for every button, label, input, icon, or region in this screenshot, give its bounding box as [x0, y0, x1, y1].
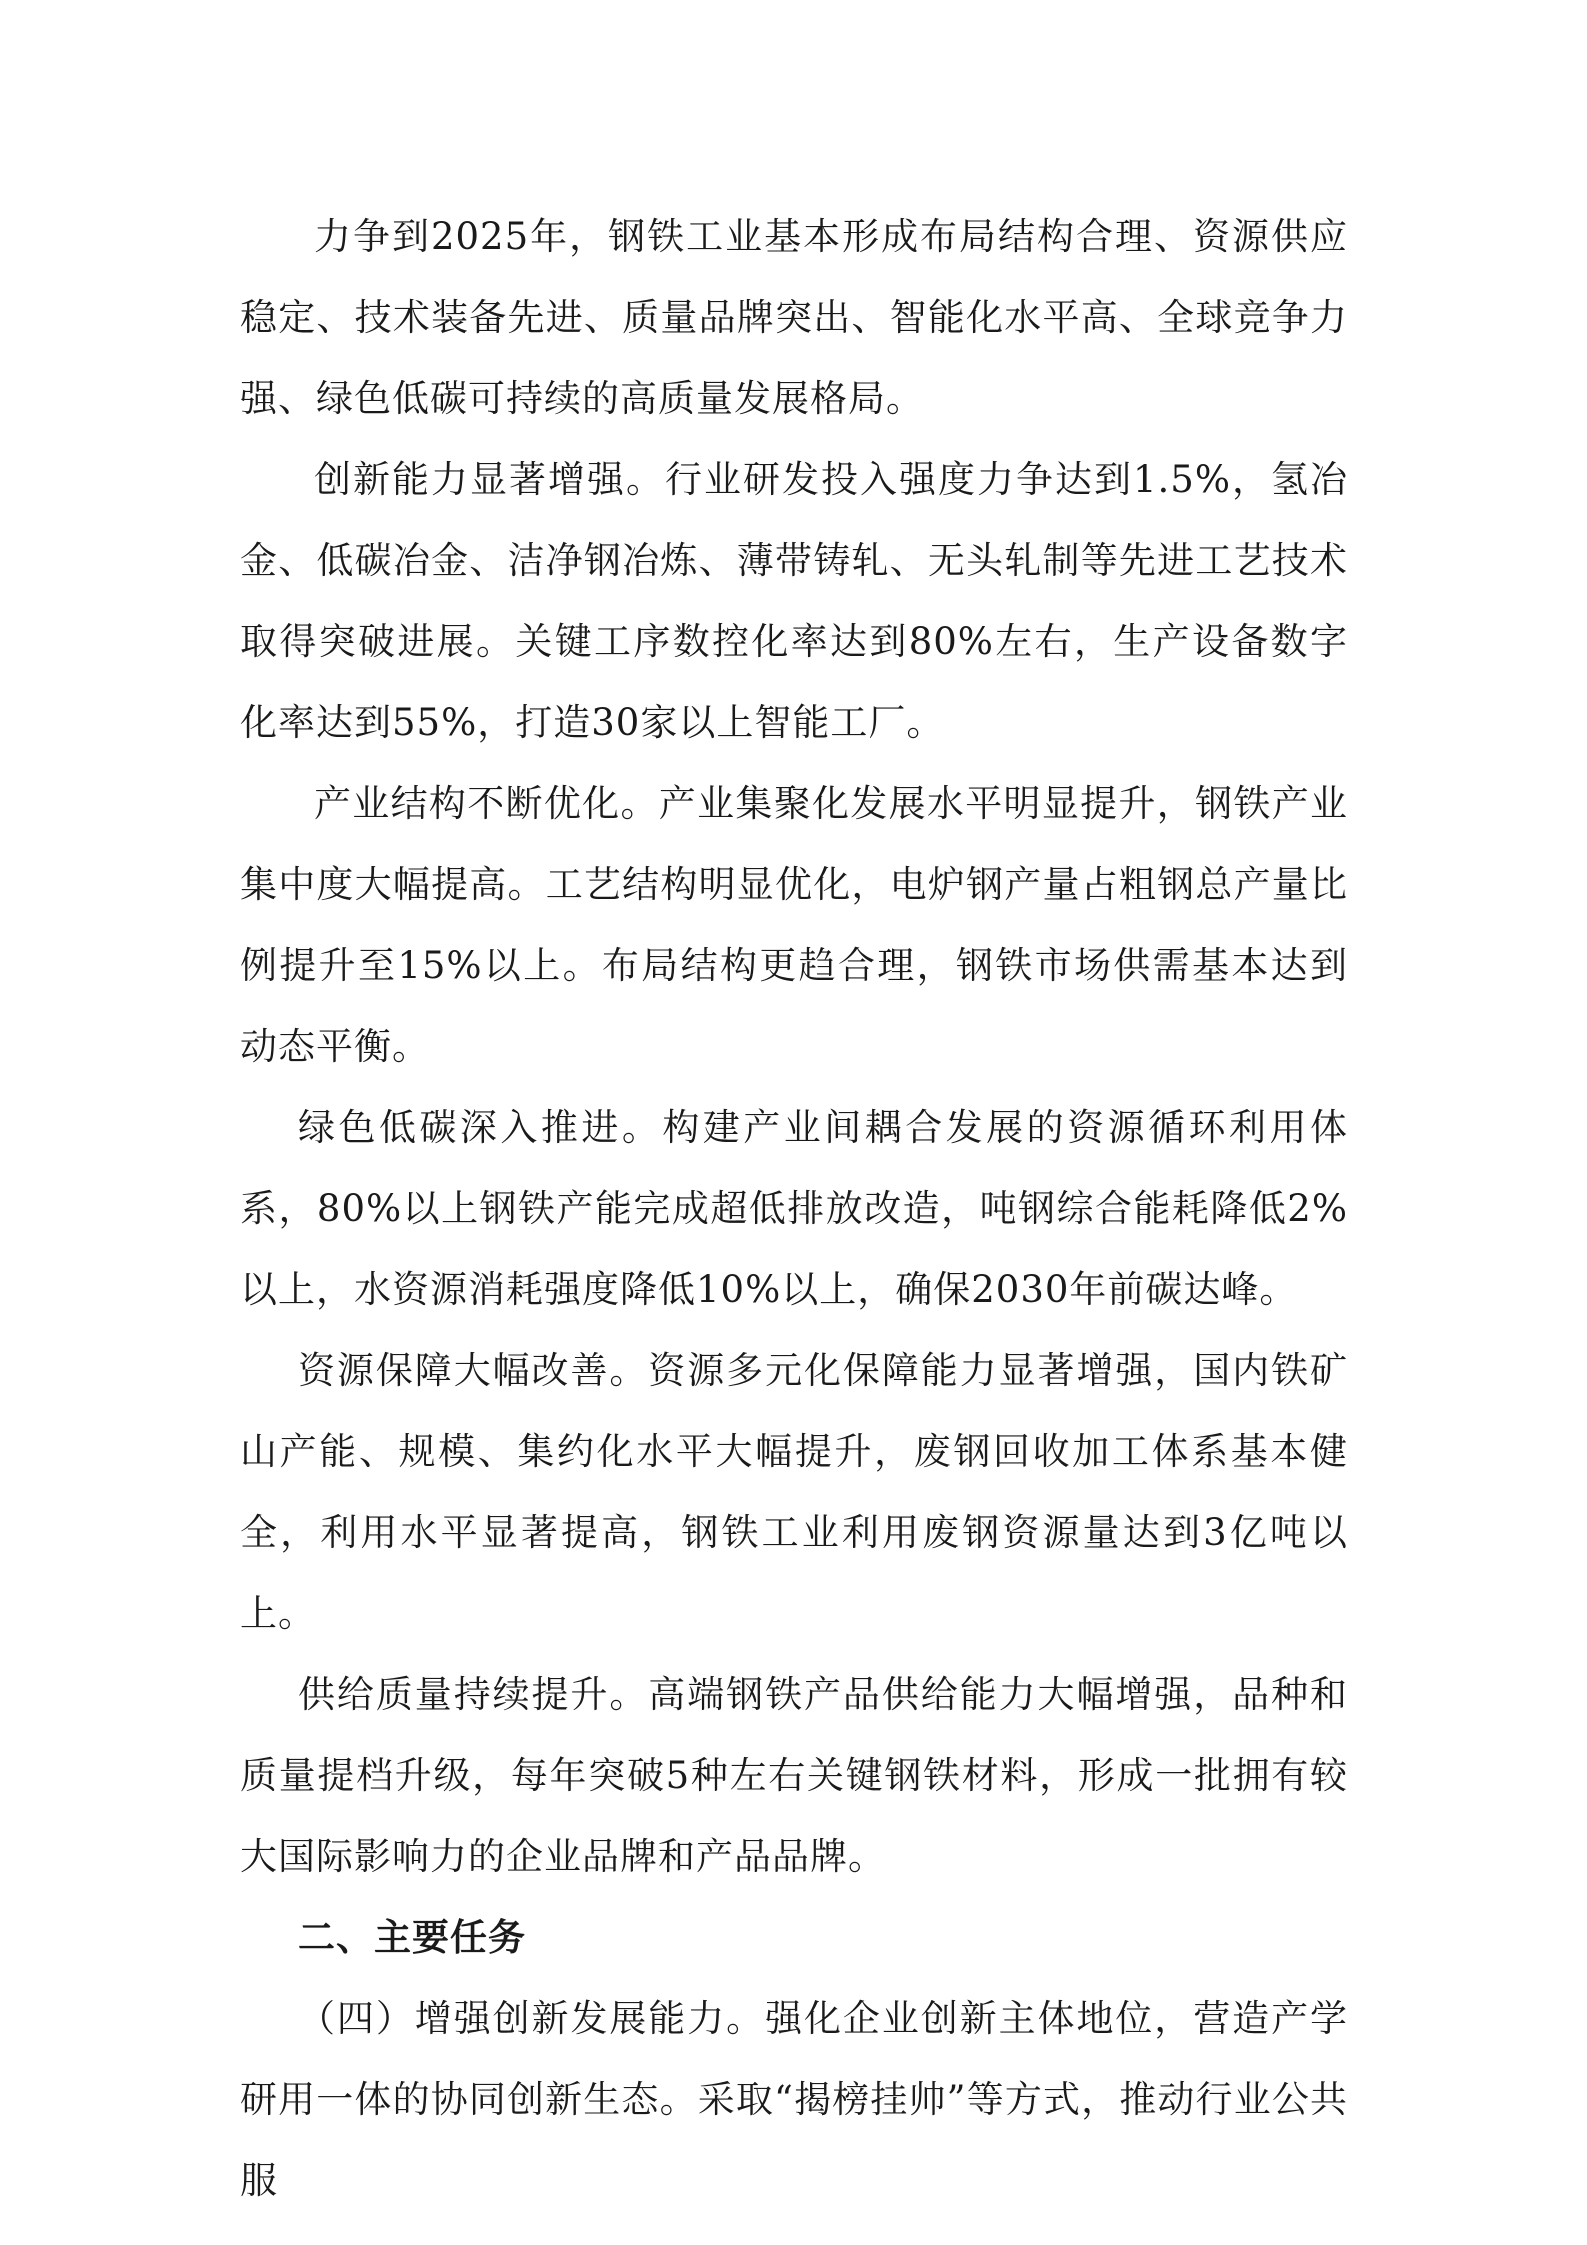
paragraph-task-innovation: （四）增强创新发展能力。强化企业创新主体地位，营造产学研用一体的协同创新生态。采取“揭榜挂帅”等方式，推动行业公共服 — [240, 1997, 1348, 2202]
paragraph-innovation: 创新能力显著增强。行业研发投入强度力争达到1.5%，氢冶金、低碳冶金、洁净钢冶炼、薄带铸轧、无头轧制等先进工艺技术取得突破进展。关键工序数控化率达到80%左右，生产设备数字化率达到55%，打造30家以上智能工厂。 — [240, 458, 1348, 744]
paragraph-overall-goal: 力争到2025年，钢铁工业基本形成布局结构合理、资源供应稳定、技术装备先进、质量品牌突出、智能化水平高、全球竞争力强、绿色低碳可持续的高质量发展格局。 — [240, 215, 1348, 420]
section-heading: 二、主要任务 — [298, 1916, 526, 1959]
paragraph-green-low-carbon: 绿色低碳深入推进。构建产业间耦合发展的资源循环利用体系，80%以上钢铁产能完成超低排放改造，吨钢综合能耗降低2%以上，水资源消耗强度降低10%以上，确保2030年前碳达峰。 — [240, 1106, 1348, 1311]
document-body — [240, 196, 1348, 2221]
paragraph-industrial-structure: 产业结构不断优化。产业集聚化发展水平明显提升，钢铁产业集中度大幅提高。工艺结构明显优化，电炉钢产量占粗钢总产量比例提升至15%以上。布局结构更趋合理，钢铁市场供需基本达到动态平衡。 — [240, 782, 1348, 1068]
paragraph-supply-quality: 供给质量持续提升。高端钢铁产品供给能力大幅增强，品种和质量提档升级，每年突破5种左右关键钢铁材料，形成一批拥有较大国际影响力的企业品牌和产品品牌。 — [240, 1673, 1348, 1878]
paragraph-resource-security: 资源保障大幅改善。资源多元化保障能力显著增强，国内铁矿山产能、规模、集约化水平大幅提升，废钢回收加工体系基本健全，利用水平显著提高，钢铁工业利用废钢资源量达到3亿吨以上。 — [240, 1349, 1348, 1635]
